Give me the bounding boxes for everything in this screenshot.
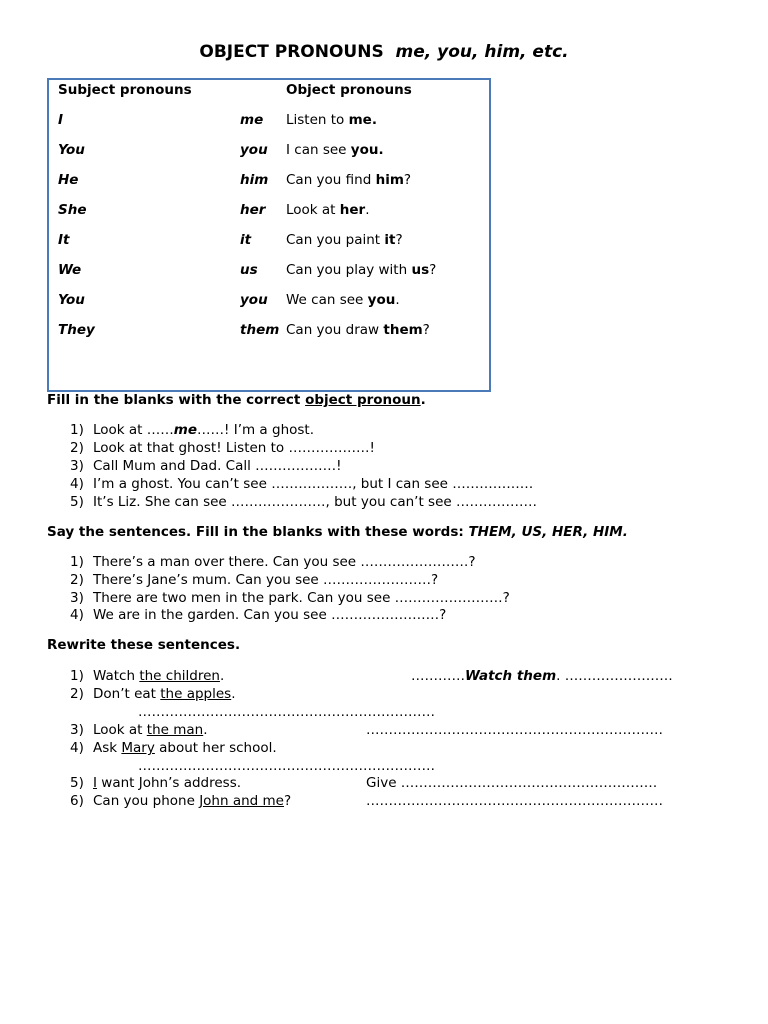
table-row-object: it: [240, 232, 252, 248]
answer-line: …………………………………………………………: [366, 793, 663, 809]
table-row-subject: We: [58, 262, 82, 278]
subject-pronouns-header: Subject pronouns: [58, 82, 192, 98]
list-item: 1) There’s a man over there. Can you see ……………………?: [70, 554, 476, 570]
table-row-example: Can you draw them?: [286, 322, 430, 338]
section1-heading: Fill in the blanks with the correct object pronoun.: [47, 392, 426, 408]
list-item: 4) I’m a ghost. You can’t see ………………, but I can see ………………: [70, 476, 534, 492]
table-row-example: I can see you.: [286, 142, 384, 158]
list-item: 1) Look at ……me……! I’m a ghost.: [70, 422, 315, 438]
list-item: 5) I want John’s address.: [70, 775, 242, 791]
table-row-subject: They: [58, 322, 95, 338]
list-item: 3) Call Mum and Dad. Call ………………!: [70, 458, 342, 474]
object-pronouns-header: Object pronouns: [286, 82, 412, 98]
answer-line: …………………………………………………………: [138, 758, 435, 774]
table-row-subject: You: [58, 292, 85, 308]
table-row-object: him: [240, 172, 269, 188]
table-row-example: Listen to me.: [286, 112, 377, 128]
list-item: 2) There’s Jane’s mum. Can you see ……………………?: [70, 572, 439, 588]
table-row-object: me: [240, 112, 264, 128]
list-item: 1) Watch the children.: [70, 668, 225, 684]
table-row-subject: She: [58, 202, 87, 218]
section2-heading: Say the sentences. Fill in the blanks with these words: THEM, US, HER, HIM.: [47, 524, 628, 540]
list-item: 3) Look at the man.: [70, 722, 208, 738]
list-item: 2) Look at that ghost! Listen to ………………!: [70, 440, 375, 456]
table-row-object: us: [240, 262, 258, 278]
table-row-subject: I: [58, 112, 64, 128]
table-row-example: Can you play with us?: [286, 262, 437, 278]
list-item: 6) Can you phone John and me?: [70, 793, 292, 809]
table-row-object: you: [240, 292, 268, 308]
answer-line: …………………………………………………………: [366, 722, 663, 738]
list-item: 3) There are two men in the park. Can you see ……………………?: [70, 590, 510, 606]
list-item: 4) Ask Mary about her school.: [70, 740, 277, 756]
table-row-subject: He: [58, 172, 79, 188]
table-row-object: her: [240, 202, 266, 218]
list-item: 2) Don’t eat the apples.: [70, 686, 236, 702]
table-row-example: Look at her.: [286, 202, 370, 218]
list-item: 5) It’s Liz. She can see …………………, but you can’t see ………………: [70, 494, 537, 510]
section3-heading: Rewrite these sentences.: [47, 637, 241, 653]
table-row-example: Can you paint it?: [286, 232, 403, 248]
answer-line: …………Watch them. ……………………: [411, 668, 673, 684]
table-row-object: you: [240, 142, 268, 158]
answer-line: …………………………………………………………: [138, 704, 435, 720]
table-row-example: We can see you.: [286, 292, 400, 308]
page-title: [0, 42, 768, 62]
table-row-subject: It: [58, 232, 70, 248]
title-subtitle: me, you, him, etc.: [395, 42, 569, 62]
list-item: 4) We are in the garden. Can you see ……………………?: [70, 607, 447, 623]
pronoun-table-box: [47, 78, 491, 392]
title-main: OBJECT PRONOUNS: [199, 42, 384, 62]
table-row-example: Can you find him?: [286, 172, 412, 188]
table-row-object: them: [240, 322, 280, 338]
answer-line: Give …………………………………………………: [366, 775, 658, 791]
table-row-subject: You: [58, 142, 85, 158]
